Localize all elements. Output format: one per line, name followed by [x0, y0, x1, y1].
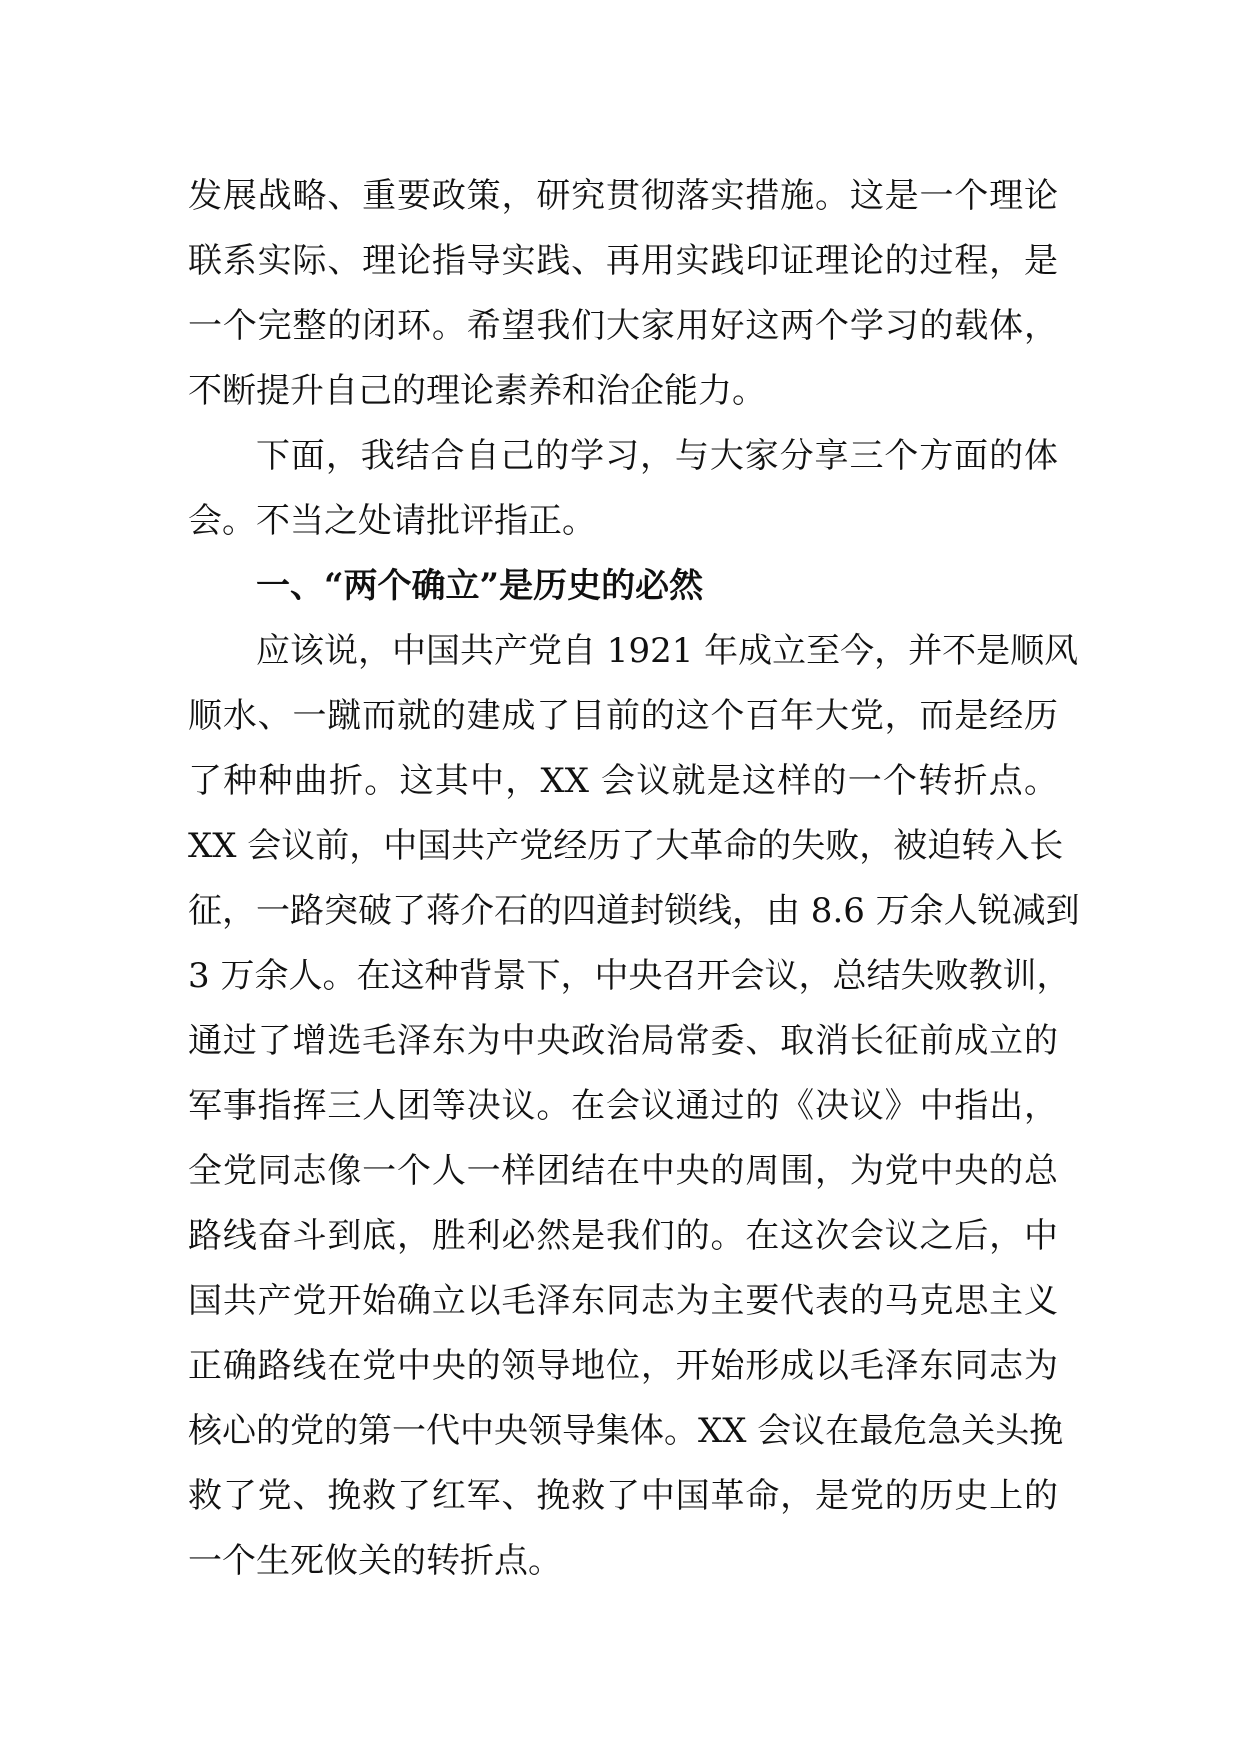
text-line: 顺水、一蹴而就的建成了目前的这个百年大党，而是经历: [188, 696, 1058, 736]
text-line: 一个完整的闭环。希望我们大家用好这两个学习的载体，: [188, 306, 1058, 346]
text-line: 全党同志像一个人一样团结在中央的周围，为党中央的总: [188, 1151, 1058, 1191]
text-line: 了种种曲折。这其中，XX 会议就是这样的一个转折点。: [188, 761, 1058, 801]
text-line: 3 万余人。在这种背景下，中央召开会议，总结失败教训，: [188, 956, 1071, 996]
paragraph-first-line: 下面，我结合自己的学习，与大家分享三个方面的体: [256, 436, 1058, 476]
document-page: [188, 164, 1080, 1594]
text-line: 会。不当之处请批评指正。: [188, 501, 596, 541]
text-line: 国共产党开始确立以毛泽东同志为主要代表的马克思主义: [188, 1281, 1058, 1321]
text-line: 联系实际、理论指导实践、再用实践印证理论的过程，是: [188, 241, 1058, 281]
text-line: 路线奋斗到底，胜利必然是我们的。在这次会议之后，中: [188, 1216, 1058, 1256]
paragraph-first-line: 应该说，中国共产党自 1921 年成立至今，并不是顺风: [256, 631, 1079, 671]
text-line: 正确路线在党中央的领导地位，开始形成以毛泽东同志为: [188, 1346, 1058, 1386]
text-line: 不断提升自己的理论素养和治企能力。: [188, 371, 766, 411]
section-heading: 一、“两个确立”是历史的必然: [256, 566, 704, 606]
text-line: 发展战略、重要政策，研究贯彻落实措施。这是一个理论: [188, 176, 1058, 216]
text-line: 一个生死攸关的转折点。: [188, 1541, 562, 1581]
text-line: 征，一路突破了蒋介石的四道封锁线，由 8.6 万余人锐减到: [188, 891, 1080, 931]
text-line: XX 会议前，中国共产党经历了大革命的失败，被迫转入长: [188, 826, 1064, 866]
text-line: 军事指挥三人团等决议。在会议通过的《决议》中指出，: [188, 1086, 1058, 1126]
text-line: 核心的党的第一代中央领导集体。XX 会议在最危急关头挽: [188, 1411, 1064, 1451]
text-line: 通过了增选毛泽东为中央政治局常委、取消长征前成立的: [188, 1021, 1058, 1061]
text-line: 救了党、挽救了红军、挽救了中国革命，是党的历史上的: [188, 1476, 1058, 1516]
